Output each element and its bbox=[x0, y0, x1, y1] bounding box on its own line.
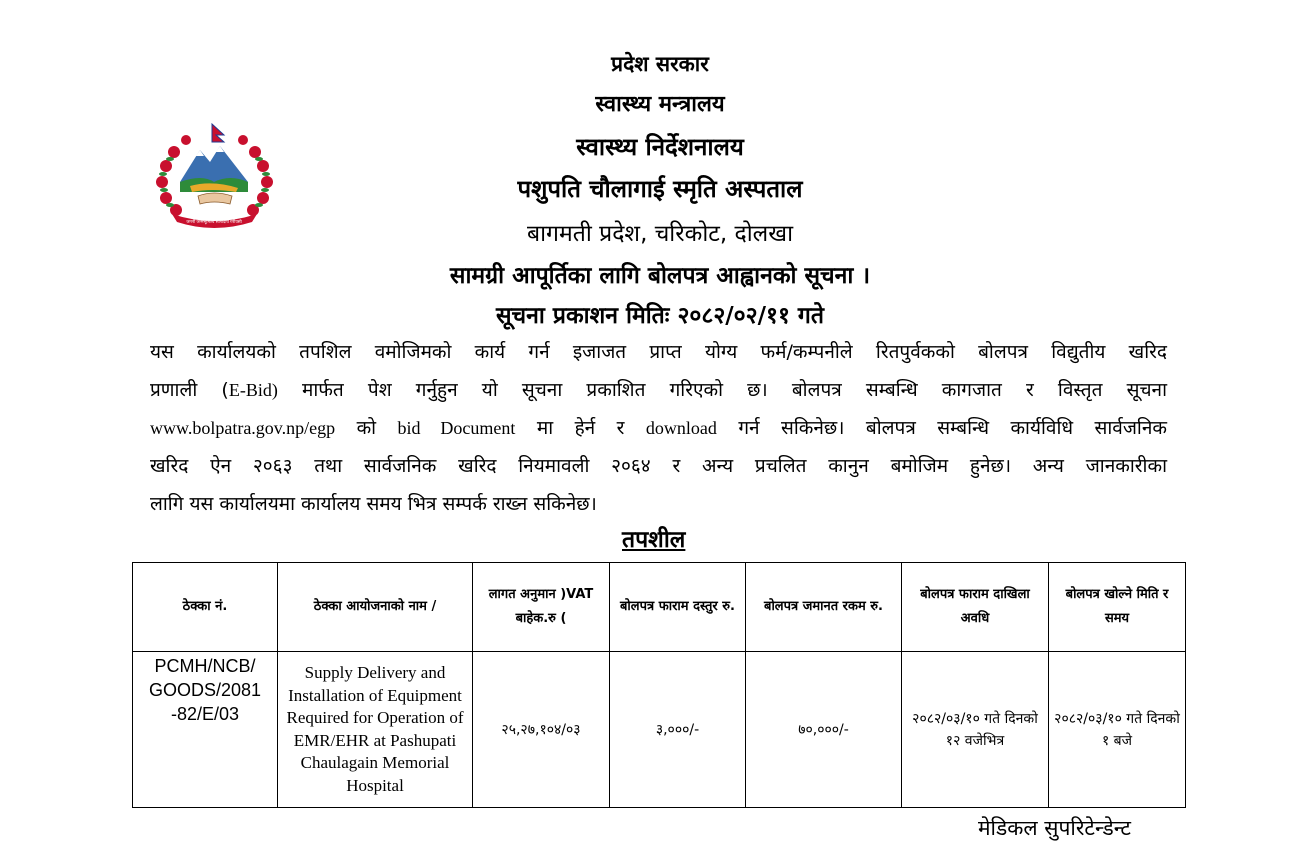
bolpatra-url: www.bolpatra.gov.np/egp bbox=[150, 418, 336, 438]
header-address: बागमती प्रदेश, चरिकोट, दोलखा bbox=[526, 221, 794, 247]
notice-body bbox=[150, 333, 1167, 523]
body-line-2: प्रणाली (E-Bid) मार्फत पेश गर्नुहुन यो सूचना प्रकाशित गरिएको छ। बोलपत्र सम्बन्धि कागजात र विस्तृत सूचना bbox=[150, 379, 1167, 401]
header-province-government: प्रदेश सरकार bbox=[611, 52, 709, 76]
header-ministry: स्वास्थ्य मन्त्रालय bbox=[595, 92, 725, 117]
cell-submission-period: २०८२/०३/१० गते दिनको १२ वजेभित्र bbox=[902, 652, 1049, 808]
cell-bid-security: ७०,०००/- bbox=[746, 652, 902, 808]
body-line-4: खरिद ऐन २०६३ तथा सार्वजनिक खरिद नियमावली २०६४ र अन्य प्रचलित कानुन बमोजिम हुनेछ। अन्य जानकारीका bbox=[150, 455, 1167, 477]
header-bid-security: बोलपत्र जमानत रकम रु. bbox=[746, 563, 902, 652]
body-line-1: यस कार्यालयको तपशिल वमोजिमको कार्य गर्न इजाजत प्राप्त योग्य फर्म/कम्पनीले रितपुर्वकको बोलपत्र विद्युतीय खरिद bbox=[150, 341, 1167, 363]
header-cost-estimate: लागत अनुमान )VAT बाहेक.रु ( bbox=[473, 563, 610, 652]
header-opening-time: बोलपत्र खोल्ने मिति र समय bbox=[1049, 563, 1186, 652]
cell-project-name: Supply Delivery and Installation of Equipment Required for Operation of EMR/EHR at Pashupati Chaulagain Memorial Hospital bbox=[278, 652, 473, 808]
table-row bbox=[133, 652, 1186, 808]
table-header-row bbox=[133, 563, 1186, 652]
tender-table bbox=[132, 562, 1186, 808]
notice-title: सामग्री आपूर्तिका लागि बोलपत्र आह्वानको सूचना । bbox=[449, 263, 871, 289]
header-hospital-name: पशुपति चौलागाई स्मृति अस्पताल bbox=[517, 175, 803, 203]
cell-cost-estimate: २५,२७,१०४/०३ bbox=[473, 652, 610, 808]
table-title: तपशील bbox=[622, 527, 686, 553]
nepal-emblem-icon bbox=[152, 122, 277, 232]
header-directorate: स्वास्थ्य निर्देशनालय bbox=[576, 133, 744, 161]
cell-contract-no: PCMH/NCB/ GOODS/2081 -82/E/03 bbox=[133, 652, 278, 808]
header-project-name: ठेक्का आयोजनाको नाम / bbox=[278, 563, 473, 652]
header-form-fee: बोलपत्र फाराम दस्तुर रु. bbox=[610, 563, 746, 652]
publication-date: सूचना प्रकाशन मितिः २०८२/०२/११ गते bbox=[496, 303, 824, 329]
ebid-text: E-Bid) bbox=[228, 380, 278, 400]
cell-form-fee: ३,०००/- bbox=[610, 652, 746, 808]
emblem-motto: जननी जन्मभूमिश्च स्वर्गादपि गरीयसी bbox=[186, 219, 242, 224]
signature-medical-superintendent: मेडिकल सुपरिटेन्डेन्ट bbox=[978, 816, 1131, 840]
cell-opening-time: २०८२/०३/१० गते दिनको १ बजे bbox=[1049, 652, 1186, 808]
header-submission-period: बोलपत्र फाराम दाखिला अवधि bbox=[902, 563, 1049, 652]
body-line-3: www.bolpatra.gov.np/egp को bid Document मा हेर्न र download गर्न सकिनेछ। बोलपत्र सम्बन्धि कार्यविधि सार्वजनिक bbox=[150, 417, 1167, 439]
body-line-5: लागि यस कार्यालयमा कार्यालय समय भित्र सम्पर्क राख्न सकिनेछ। bbox=[150, 493, 597, 515]
header-contract-no: ठेक्का नं. bbox=[133, 563, 278, 652]
